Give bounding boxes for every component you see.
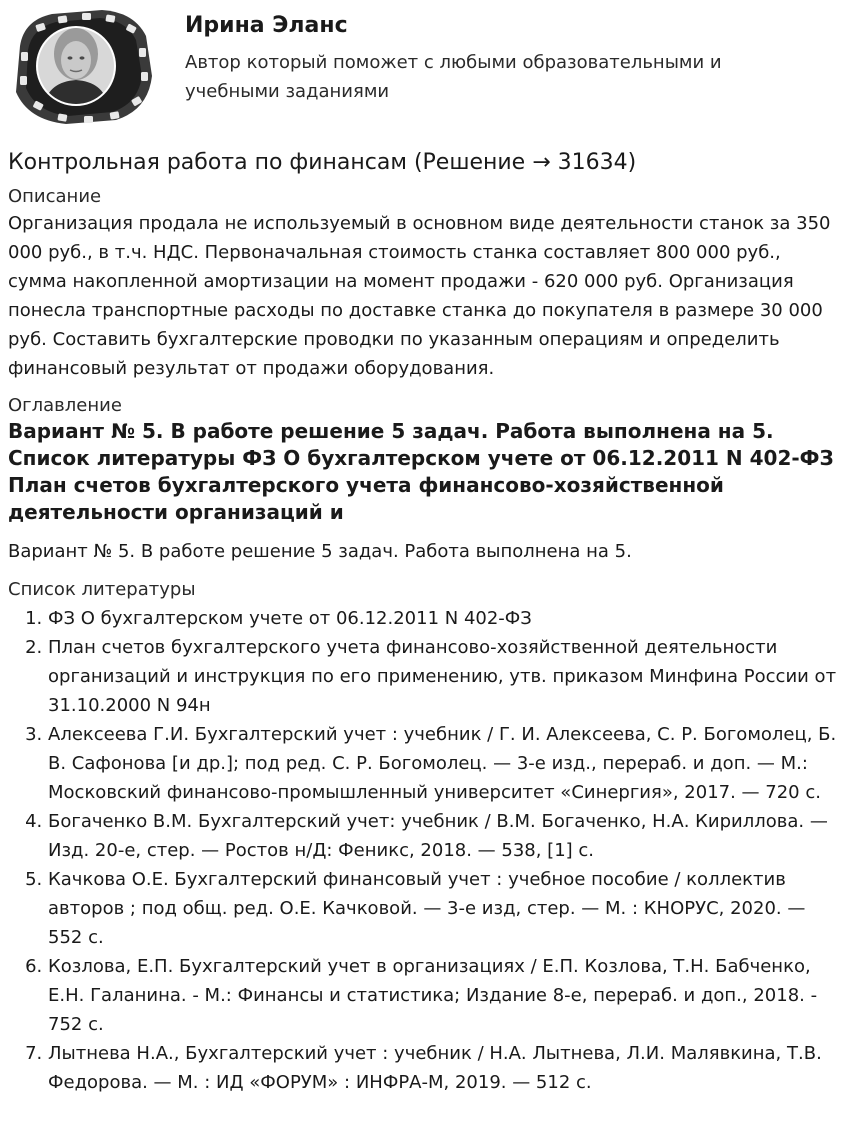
literature-label: Список литературы <box>8 579 196 600</box>
work-title: Контрольная работа по финансам (Решение → 31634) <box>8 150 637 175</box>
author-name[interactable]: Ирина Эланс <box>185 13 348 38</box>
list-item: 5. Качкова О.Е. Бухгалтерский финансовый учет : учебное пособие / коллектив авторов ; под общ. ред. О.Е. Качковой. — 3-е изд, стер. — М. : КНОРУС, 2020. — 552 с. <box>48 865 840 952</box>
description-text: Организация продала не используемый в основном виде деятельности станок за 350 000 руб., в т.ч. НДС. Первоначальная стоимость станка составляет 800 000 руб., сумма накопленной амортизации на момент продажи - 620 000 руб. Организация понесла транспортные расходы по доставке станка до покупателя в размере 30 000 руб. Составить бухгалтерские проводки по указанным операциям и определить финансовый результат от продажи оборудования. <box>8 213 831 379</box>
list-item: 3. Алексеева Г.И. Бухгалтерский учет : учебник / Г. И. Алексеева, С. Р. Богомолец, Б. В. Сафонова [и др.]; под ред. С. Р. Богомолец. — 3-е изд., перераб. и доп. — М.: Московский финансово-промышленный университет «Синергия», 2017. — 720 с. <box>48 720 840 807</box>
list-item: 6. Козлова, Е.П. Бухгалтерский учет в организациях / Е.П. Козлова, Т.Н. Бабченко, Е.Н. Галанина. - М.: Финансы и статистика; Издание 8-е, перераб. и доп., 2018. - 752 с. <box>48 952 840 1039</box>
list-item: 1. ФЗ О бухгалтерском учете от 06.12.2011 N 402-ФЗ <box>48 604 840 633</box>
list-item: 4. Богаченко В.М. Бухгалтерский учет: учебник / В.М. Богаченко, Н.А. Кириллова. — Изд. 20-е, стер. — Ростов н/Д: Феникс, 2018. — 538, [1] с. <box>48 807 840 865</box>
toc-text: Вариант № 5. В работе решение 5 задач. Работа выполнена на 5. Список литературы ФЗ О бухгалтерском учете от 06.12.2011 N 402-ФЗ План счетов бухгалтерского учета финансово-хозяйственной деятельности организаций и <box>8 419 834 524</box>
author-card <box>0 0 847 135</box>
toc-label: Оглавление <box>8 395 122 416</box>
work-content <box>8 145 840 1097</box>
list-item: 2. План счетов бухгалтерского учета финансово-хозяйственной деятельности организаций и инструкция по его применению, утв. приказом Минфина России от 31.10.2000 N 94н <box>48 633 840 720</box>
film-frame-avatar-icon <box>6 6 158 126</box>
description-label: Описание <box>8 186 102 207</box>
variant-text: Вариант № 5. В работе решение 5 задач. Работа выполнена на 5. <box>8 541 632 562</box>
literature-list <box>8 604 840 1097</box>
author-avatar[interactable] <box>6 6 158 126</box>
author-description: Автор который поможет с любыми образовательными и учебными заданиями <box>185 52 722 102</box>
list-item: 7. Лытнева Н.А., Бухгалтерский учет : учебник / Н.А. Лытнева, Л.И. Малявкина, Т.В. Федорова. — М. : ИД «ФОРУМ» : ИНФРА-М, 2019. — 512 с. <box>48 1039 840 1097</box>
